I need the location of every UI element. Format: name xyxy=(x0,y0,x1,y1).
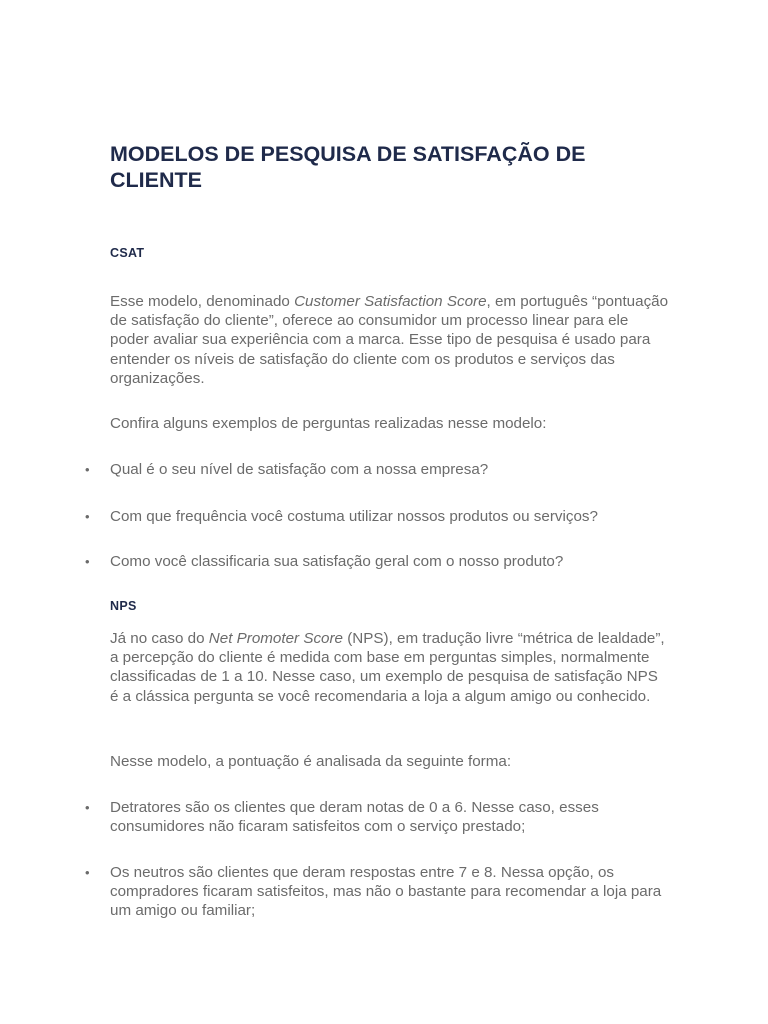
bullet-icon: • xyxy=(85,865,90,880)
nps-scoring-lead: Nesse modelo, a pontuação é analisada da seguinte forma: xyxy=(110,753,512,770)
list-item-text: Como você classificaria sua satisfação geral com o nosso produto? xyxy=(110,553,564,570)
list-item-text: Qual é o seu nível de satisfação com a nossa empresa? xyxy=(110,461,489,478)
csat-intro-paragraph xyxy=(110,292,670,388)
list-item-text: Com que frequência você costuma utilizar nossos produtos ou serviços? xyxy=(110,508,598,525)
csat-intro-after: , em português “pontuação de satisfação do cliente”, oferece ao consumidor um processo linear para ele poder avaliar sua experiência com a marca. Esse tipo de pesquisa é usado para entender os níveis de satisfação do cliente com os produtos e serviços das organizações. xyxy=(110,293,669,387)
nps-intro-before: Já no caso do xyxy=(110,630,209,647)
list-item xyxy=(85,863,670,921)
csat-examples-lead: Confira alguns exemplos de perguntas realizadas nesse modelo: xyxy=(110,415,547,432)
csat-intro-term: Customer Satisfaction Score xyxy=(294,293,487,310)
nps-intro-after: (NPS), em tradução livre “métrica de lealdade”, a percepção do cliente é medida com base em perguntas simples, normalmente classificadas de 1 a 10. Nesse caso, um exemplo de pesquisa de satisfação NPS é a clássica pergunta se você recomendaria a loja a algum amigo ou conhecido. xyxy=(110,630,665,705)
bullet-icon: • xyxy=(85,554,90,569)
section-heading-csat: CSAT xyxy=(110,246,145,260)
csat-intro-before: Esse modelo, denominado xyxy=(110,293,295,310)
section-heading-nps: NPS xyxy=(110,599,137,613)
nps-intro-term: Net Promoter Score xyxy=(208,630,344,647)
nps-intro-paragraph xyxy=(110,629,670,706)
list-item xyxy=(85,460,670,479)
list-item-text: Detratores são os clientes que deram notas de 0 a 6. Nesse caso, esses consumidores não ficaram satisfeitos com o serviço prestado; xyxy=(110,799,599,836)
list-item xyxy=(85,552,670,571)
bullet-icon: • xyxy=(85,800,90,815)
list-item-text: Os neutros são clientes que deram respostas entre 7 e 8. Nessa opção, os compradores ficaram satisfeitos, mas não o bastante para recomendar a loja para um amigo ou familiar; xyxy=(110,864,662,920)
list-item xyxy=(85,798,670,836)
list-item xyxy=(85,507,670,526)
bullet-icon: • xyxy=(85,509,90,524)
document-title: MODELOS DE PESQUISA DE SATISFAÇÃO DE CLIENTE xyxy=(110,142,586,192)
bullet-icon: • xyxy=(85,462,90,477)
